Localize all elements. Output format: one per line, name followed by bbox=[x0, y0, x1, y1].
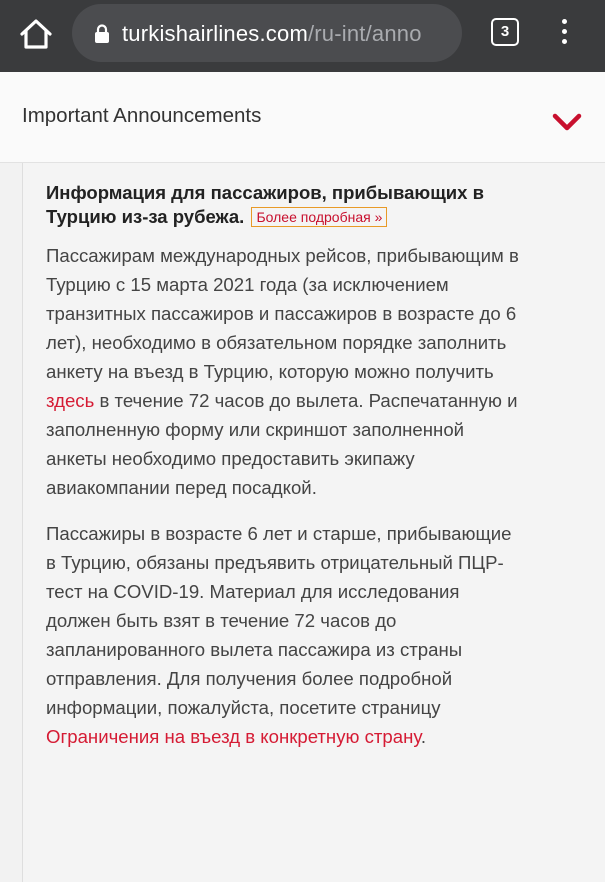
article-title bbox=[46, 181, 526, 229]
paragraph-entry-form bbox=[46, 241, 526, 502]
url-text bbox=[122, 21, 422, 47]
paragraph-pcr-test bbox=[46, 519, 526, 751]
paragraph-1-text: Пассажирам международных рейсов, прибывающим в Турцию с 15 марта 2021 года (за исключением транзитных пассажиров и пассажиров в возрасте до 6 лет), необходимо в обязательном порядке заполнить анкету на въезд в Турцию, которую можно получить bbox=[46, 245, 519, 382]
announcement-card bbox=[46, 181, 526, 768]
entry-restrictions-link[interactable]: Ограничения на въезд в конкретную страну bbox=[46, 726, 421, 747]
paragraph-2-tail: . bbox=[420, 726, 426, 747]
lock-icon bbox=[94, 24, 110, 44]
tab-switcher-button[interactable]: 3 bbox=[491, 18, 519, 46]
url-domain: turkishairlines.com bbox=[122, 21, 308, 46]
overflow-menu-icon[interactable] bbox=[554, 16, 574, 50]
home-icon[interactable] bbox=[18, 16, 54, 52]
paragraph-2-text: Пассажиры в возрасте 6 лет и старше, прибывающие в Турцию, обязаны предъявить отрицательный ПЦР-тест на COVID-19. Материал для исследования должен быть взят в течение 72 часов до запланированного вылета пассажира из страны отправления. Для получения более подробной информации, пожалуйста, посетите страницу bbox=[46, 523, 512, 718]
url-path: /ru-int/anno bbox=[307, 21, 422, 46]
address-bar[interactable] bbox=[72, 4, 462, 62]
browser-toolbar bbox=[0, 0, 605, 72]
more-details-link[interactable]: Более подробная » bbox=[251, 207, 387, 227]
announcements-header[interactable] bbox=[0, 72, 605, 163]
section-title: Important Announcements bbox=[22, 104, 262, 127]
chevron-down-icon[interactable] bbox=[552, 112, 582, 132]
article-title-text: Информация для пассажиров, прибывающих в Турцию из-за рубежа. bbox=[46, 182, 484, 227]
here-link[interactable]: здесь bbox=[46, 390, 95, 411]
paragraph-1-tail: в течение 72 часов до вылета. Распечатанную и заполненную форму или скриншот заполненной анкеты необходимо предоставить экипажу авиакомпании перед посадкой. bbox=[46, 390, 518, 498]
